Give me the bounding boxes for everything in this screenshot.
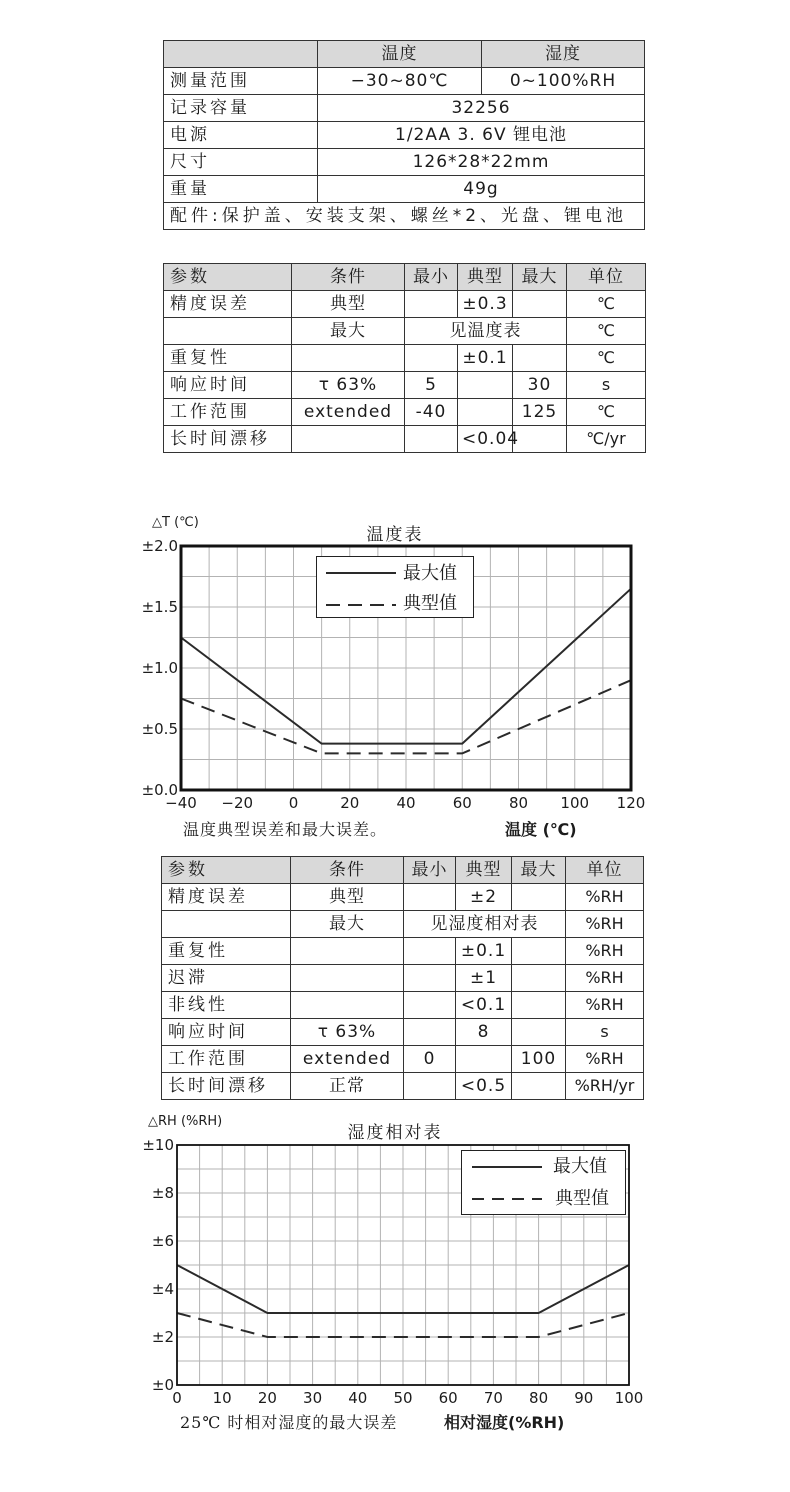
humidity-chart-ylabel: △RH (%RH) <box>148 1114 223 1129</box>
x-tick-label: 0 <box>288 794 299 812</box>
header-max: 最大 <box>513 264 567 291</box>
legend-dashed-line-swatch <box>472 1197 542 1201</box>
unit-cell: %RH <box>566 965 644 992</box>
unit-cell: ℃ <box>567 399 646 426</box>
x-tick-label: 80 <box>529 1389 549 1407</box>
header-unit: 单位 <box>567 264 646 291</box>
typ-cell: ±2 <box>456 884 512 911</box>
weight-value: 49g <box>318 176 645 203</box>
condition-cell: 最大 <box>292 318 405 345</box>
x-tick-label: 20 <box>340 794 360 812</box>
typ-cell: ±1 <box>456 965 512 992</box>
header-condition: 条件 <box>292 264 405 291</box>
x-tick-label: 70 <box>483 1389 503 1407</box>
x-tick-label: 60 <box>438 1389 458 1407</box>
unit-cell: ℃/yr <box>567 426 646 453</box>
min-cell: 5 <box>405 372 458 399</box>
condition-cell <box>291 992 404 1019</box>
x-tick-label: 90 <box>574 1389 594 1407</box>
legend-label-max: 最大值 <box>403 563 457 584</box>
humidity-chart-xlabel: 相对湿度(%RH) <box>444 1413 565 1432</box>
param-cell: 工作范围 <box>164 399 292 426</box>
size-value: 126*28*22mm <box>318 149 645 176</box>
unit-cell: ℃ <box>567 318 646 345</box>
param-cell: 精度误差 <box>162 884 291 911</box>
condition-cell: 最大 <box>291 911 404 938</box>
header-humidity: 湿度 <box>482 41 645 68</box>
min-cell: 0 <box>404 1046 456 1073</box>
max-cell: 125 <box>513 399 567 426</box>
x-tick-label: 80 <box>508 794 529 812</box>
humidity-chart-legend <box>461 1150 626 1215</box>
condition-cell: extended <box>292 399 405 426</box>
param-cell: 精度误差 <box>164 291 292 318</box>
legend-solid-line-swatch <box>472 1165 542 1169</box>
unit-cell: %RH <box>566 884 644 911</box>
header-param: 参数 <box>164 264 292 291</box>
min-cell <box>405 345 458 372</box>
max-cell <box>512 1019 566 1046</box>
general-spec-table <box>163 40 645 230</box>
temperature-chart-legend <box>316 556 474 618</box>
humidity-range-value: 0~100%RH <box>482 68 645 95</box>
legend-label-max: 最大值 <box>553 1156 607 1177</box>
row-label: 尺寸 <box>164 149 318 176</box>
typ-cell <box>456 1046 512 1073</box>
min-cell <box>404 992 456 1019</box>
y-tick-label: ±8 <box>151 1184 174 1202</box>
header-unit: 单位 <box>566 857 644 884</box>
humidity-chart-title: 湿度相对表 <box>347 1123 443 1143</box>
unit-cell: s <box>566 1019 644 1046</box>
param-cell: 重复性 <box>162 938 291 965</box>
condition-cell: 正常 <box>291 1073 404 1100</box>
y-tick-label: ±6 <box>151 1232 174 1250</box>
x-tick-label: 120 <box>616 794 646 812</box>
table-row <box>164 372 646 399</box>
max-cell <box>513 291 567 318</box>
row-label: 记录容量 <box>164 95 318 122</box>
param-cell <box>164 318 292 345</box>
legend-solid-line-swatch <box>326 571 396 575</box>
header-param: 参数 <box>162 857 291 884</box>
max-cell: 30 <box>513 372 567 399</box>
min-cell <box>404 965 456 992</box>
param-cell: 长时间漂移 <box>162 1073 291 1100</box>
table-row <box>162 911 644 938</box>
table-header-row <box>164 264 646 291</box>
typ-cell: ±0.1 <box>458 345 513 372</box>
header-condition: 条件 <box>291 857 404 884</box>
header-typ: 典型 <box>458 264 513 291</box>
x-tick-label: 100 <box>560 794 590 812</box>
table-row <box>162 938 644 965</box>
condition-cell: τ 63% <box>292 372 405 399</box>
table-row <box>164 291 646 318</box>
legend-dashed-line-swatch <box>326 603 396 607</box>
table-row <box>164 68 645 95</box>
max-cell: 100 <box>512 1046 566 1073</box>
unit-cell: %RH <box>566 1046 644 1073</box>
max-cell <box>512 884 566 911</box>
table-row <box>162 965 644 992</box>
x-tick-label: 50 <box>393 1389 413 1407</box>
x-tick-label: 40 <box>348 1389 368 1407</box>
unit-cell: %RH/yr <box>566 1073 644 1100</box>
param-cell: 迟滞 <box>162 965 291 992</box>
x-tick-label: 0 <box>172 1389 182 1407</box>
max-cell <box>513 426 567 453</box>
typ-cell: ±0.1 <box>456 938 512 965</box>
y-tick-label: ±4 <box>151 1280 174 1298</box>
legend-label-typical: 典型值 <box>555 1188 609 1209</box>
temperature-chart-title: 温度表 <box>366 525 424 545</box>
typ-cell: <0.5 <box>456 1073 512 1100</box>
temperature-chart-xlabel: 温度 (℃) <box>505 820 577 839</box>
x-tick-label: −20 <box>221 794 254 812</box>
x-tick-label: 30 <box>303 1389 323 1407</box>
typ-cell: ±0.3 <box>458 291 513 318</box>
max-cell <box>512 965 566 992</box>
x-tick-label: 60 <box>452 794 472 812</box>
min-cell <box>404 938 456 965</box>
param-cell: 长时间漂移 <box>164 426 292 453</box>
param-cell: 重复性 <box>164 345 292 372</box>
see-chart-note: 见温度表 <box>405 318 567 345</box>
header-temperature: 温度 <box>318 41 482 68</box>
humidity-chart-caption: 25℃ 时相对湿度的最大误差 <box>180 1413 398 1432</box>
x-tick-label: −40 <box>165 794 197 812</box>
param-cell: 非线性 <box>162 992 291 1019</box>
condition-cell: 典型 <box>291 884 404 911</box>
table-row <box>164 149 645 176</box>
y-tick-label: ±0.0 <box>141 781 178 799</box>
row-label: 重量 <box>164 176 318 203</box>
accessories-cell: 配件:保护盖、安装支架、螺丝*2、光盘、锂电池 <box>164 203 645 230</box>
max-cell <box>512 1073 566 1100</box>
table-row <box>164 122 645 149</box>
row-label: 电源 <box>164 122 318 149</box>
x-tick-label: 100 <box>614 1389 644 1407</box>
typ-cell: <0.1 <box>456 992 512 1019</box>
header-typ: 典型 <box>456 857 512 884</box>
condition-cell <box>292 345 405 372</box>
row-label: 测量范围 <box>164 68 318 95</box>
unit-cell: ℃ <box>567 345 646 372</box>
y-tick-label: ±10 <box>142 1136 174 1154</box>
table-row <box>164 176 645 203</box>
see-chart-note: 见湿度相对表 <box>404 911 566 938</box>
header-max: 最大 <box>512 857 566 884</box>
table-row <box>162 1019 644 1046</box>
x-tick-label: 40 <box>396 794 416 812</box>
condition-cell <box>292 426 405 453</box>
header-min: 最小 <box>405 264 458 291</box>
x-tick-label: 20 <box>257 1389 277 1407</box>
table-header-row <box>162 857 644 884</box>
condition-cell <box>291 938 404 965</box>
legend-label-typical: 典型值 <box>403 593 457 614</box>
condition-cell <box>291 965 404 992</box>
temperature-range-value: −30~80℃ <box>318 68 482 95</box>
table-row <box>164 345 646 372</box>
param-cell: 响应时间 <box>162 1019 291 1046</box>
table-row <box>162 1073 644 1100</box>
temperature-chart-caption: 温度典型误差和最大误差。 <box>183 820 388 839</box>
y-tick-label: ±1.0 <box>141 659 178 677</box>
typ-cell <box>458 372 513 399</box>
table-row <box>164 399 646 426</box>
power-value: 1/2AA 3. 6V 锂电池 <box>318 122 645 149</box>
x-tick-label: 10 <box>212 1389 232 1407</box>
typ-cell: <0.04 <box>458 426 513 453</box>
y-tick-label: ±2.0 <box>141 537 178 555</box>
condition-cell: τ 63% <box>291 1019 404 1046</box>
condition-cell: extended <box>291 1046 404 1073</box>
min-cell <box>405 291 458 318</box>
unit-cell: %RH <box>566 938 644 965</box>
unit-cell: %RH <box>566 911 644 938</box>
table-header-row <box>164 41 645 68</box>
temperature-chart-ylabel: △T (℃) <box>152 515 199 530</box>
param-cell <box>162 911 291 938</box>
record-capacity-value: 32256 <box>318 95 645 122</box>
table-row <box>164 95 645 122</box>
min-cell <box>405 426 458 453</box>
y-tick-label: ±0.5 <box>141 720 178 738</box>
table-row <box>164 318 646 345</box>
header-corner-cell <box>164 41 318 68</box>
max-cell <box>513 345 567 372</box>
min-cell: -40 <box>405 399 458 426</box>
header-min: 最小 <box>404 857 456 884</box>
param-cell: 工作范围 <box>162 1046 291 1073</box>
y-tick-label: ±2 <box>151 1328 174 1346</box>
typ-cell: 8 <box>456 1019 512 1046</box>
min-cell <box>404 884 456 911</box>
unit-cell: s <box>567 372 646 399</box>
y-tick-label: ±1.5 <box>141 598 178 616</box>
table-row <box>164 426 646 453</box>
min-cell <box>404 1019 456 1046</box>
condition-cell: 典型 <box>292 291 405 318</box>
temperature-spec-table <box>163 263 646 453</box>
table-row <box>162 992 644 1019</box>
max-cell <box>512 938 566 965</box>
table-row <box>162 884 644 911</box>
table-row <box>162 1046 644 1073</box>
humidity-chart <box>0 1100 790 1430</box>
y-tick-label: ±0 <box>151 1376 174 1394</box>
typ-cell <box>458 399 513 426</box>
unit-cell: ℃ <box>567 291 646 318</box>
unit-cell: %RH <box>566 992 644 1019</box>
min-cell <box>404 1073 456 1100</box>
param-cell: 响应时间 <box>164 372 292 399</box>
humidity-spec-table <box>161 856 644 1100</box>
max-cell <box>512 992 566 1019</box>
table-row <box>164 203 645 230</box>
